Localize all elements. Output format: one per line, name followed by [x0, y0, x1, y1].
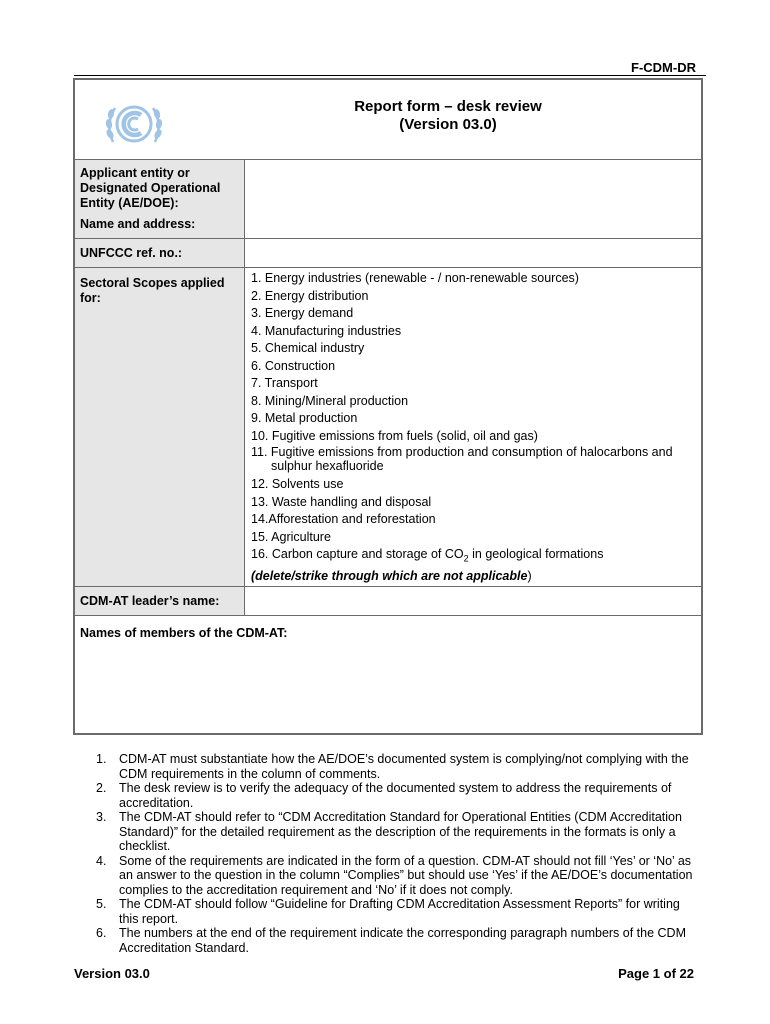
- instruction-text: The CDM-AT should follow “Guideline for Drafting CDM Accreditation Assessment Reports” for writing this report.: [119, 897, 680, 926]
- scope-item[interactable]: 3. Energy demand: [251, 306, 354, 320]
- form-title-line2: (Version 03.0): [399, 116, 497, 133]
- instruction-number: 1.: [96, 752, 107, 766]
- instruction-number: 6.: [96, 926, 107, 940]
- instruction-item: [96, 752, 696, 781]
- scope-item[interactable]: 10. Fugitive emissions from fuels (solid, oil and gas): [251, 428, 538, 443]
- leader-row: [75, 587, 701, 616]
- scope-item-16-subscript: 2: [463, 553, 469, 564]
- report-form-table: [73, 78, 703, 735]
- instruction-number: 4.: [96, 853, 107, 868]
- form-title-line1: Report form – desk review: [354, 98, 542, 115]
- header-rule: [74, 75, 706, 76]
- scopes-value-cell: [245, 268, 701, 586]
- scope-item[interactable]: 12. Solvents use: [251, 477, 344, 491]
- footer-page-number: Page 1 of 22: [618, 966, 694, 981]
- members-label: Names of members of the CDM-AT:: [80, 626, 288, 640]
- applicant-sublabel: Name and address:: [80, 217, 196, 231]
- scope-item[interactable]: 9. Metal production: [251, 411, 358, 425]
- instruction-item: [96, 810, 696, 854]
- instruction-text: The CDM-AT should refer to “CDM Accreditation Standard for Operational Entities (CDM Accreditation Standard)” for the detailed requirement as the description of the requirements in the formats is only a checklist.: [119, 810, 682, 853]
- scope-item-16[interactable]: [251, 546, 693, 568]
- instruction-text: The desk review is to verify the adequacy of the documented system to address the requirements of accreditation.: [119, 781, 672, 810]
- scope-item[interactable]: 14.Afforestation and reforestation: [251, 512, 436, 526]
- scope-item[interactable]: 15. Agriculture: [251, 529, 331, 544]
- scopes-list: [251, 270, 693, 586]
- scope-item[interactable]: 11. Fugitive emissions from production and consumption of halocarbons and sulphur hexafluoride: [251, 445, 673, 473]
- ref-label: UNFCCC ref. no.:: [75, 239, 245, 267]
- scope-item[interactable]: 2. Energy distribution: [251, 288, 369, 303]
- scopes-row: [75, 268, 701, 587]
- scope-item[interactable]: 1. Energy industries (renewable - / non-renewable sources): [251, 271, 579, 285]
- scope-item[interactable]: 8. Mining/Mineral production: [251, 393, 409, 408]
- scope-item[interactable]: 6. Construction: [251, 358, 336, 373]
- instruction-item: [96, 781, 696, 810]
- scopes-label: Sectoral Scopes applied for:: [75, 268, 245, 586]
- instruction-number: 3.: [96, 810, 107, 824]
- footer-version: Version 03.0: [74, 966, 150, 981]
- scope-item[interactable]: 13. Waste handling and disposal: [251, 494, 432, 509]
- scope-item[interactable]: 4. Manufacturing industries: [251, 323, 402, 338]
- leader-value-field[interactable]: [245, 587, 701, 615]
- members-row[interactable]: [75, 616, 701, 733]
- scopes-note-text: (delete/strike through which are not applicable: [251, 569, 528, 583]
- instruction-number: 5.: [96, 897, 107, 911]
- leader-label: CDM-AT leader’s name:: [75, 587, 245, 615]
- unfccc-logo-icon: [103, 98, 165, 150]
- instruction-item: [96, 926, 696, 955]
- scope-item-16-prefix: 16. Carbon capture and storage of CO: [251, 547, 464, 561]
- scopes-note-close: ): [527, 569, 532, 583]
- instruction-text: CDM-AT must substantiate how the AE/DOE’s documented system is complying/not complying with the CDM requirements in the column of comments.: [119, 752, 689, 781]
- form-title: [195, 98, 701, 134]
- applicant-label: Applicant entity or Designated Operational Entity (AE/DOE):: [80, 166, 221, 210]
- scope-item-16-suffix: in geological formations: [468, 547, 604, 561]
- ref-value-field[interactable]: [245, 239, 701, 267]
- scope-item[interactable]: 5. Chemical industry: [251, 341, 365, 355]
- scope-item[interactable]: 7. Transport: [251, 376, 318, 390]
- scopes-note: [251, 568, 693, 586]
- title-row: [75, 80, 701, 160]
- instruction-item: [96, 854, 696, 898]
- applicant-label-cell: [75, 160, 245, 238]
- instructions-list: [96, 752, 696, 955]
- instruction-text: Some of the requirements are indicated in the form of a question. CDM-AT should not fill ‘Yes’ or ‘No’ as an answer to the question in the column “Complies” but should use ‘Yes’ if the AE/DOE’s documentation complies to the accreditation requirement and ‘No’ if it does not comply.: [119, 853, 693, 897]
- form-code: F-CDM-DR: [631, 60, 696, 75]
- applicant-row: [75, 160, 701, 239]
- applicant-value-field[interactable]: [245, 160, 701, 238]
- instruction-number: 2.: [96, 781, 107, 795]
- instruction-item: [96, 897, 696, 926]
- instruction-text: The numbers at the end of the requirement indicate the corresponding paragraph numbers of the CDM Accreditation Standard.: [119, 926, 686, 955]
- ref-row: [75, 239, 701, 268]
